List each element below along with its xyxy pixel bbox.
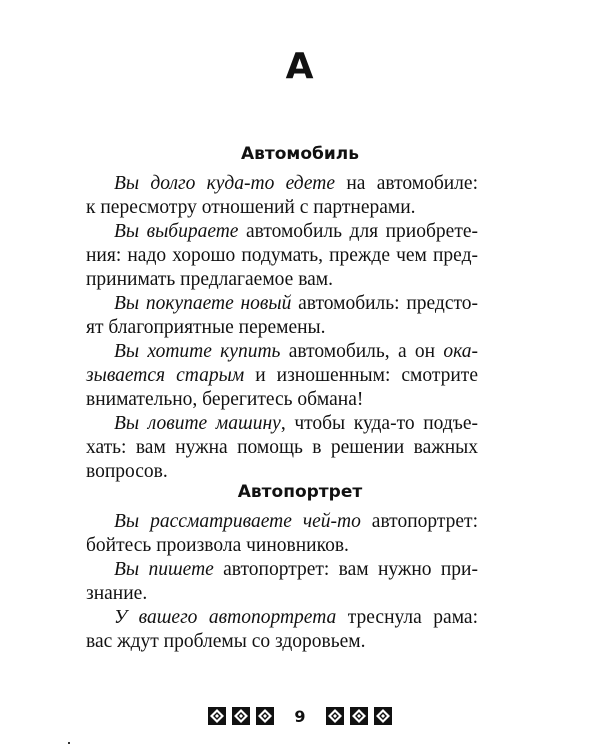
paragraph <box>86 606 478 654</box>
diamond-ornament-icon <box>208 707 226 725</box>
italic-phrase: ока- <box>443 341 479 362</box>
text-line <box>86 606 478 630</box>
italic-phrase: Вы ловите машину <box>114 413 281 434</box>
paragraph <box>86 220 478 292</box>
text-run: ния: надо хорошо подумать, прежде чем пред- <box>86 245 478 266</box>
print-speck <box>68 742 70 744</box>
text-line <box>86 172 478 196</box>
diamond-ornament-icon <box>326 707 344 725</box>
italic-phrase: Вы покупаете новый <box>114 293 292 314</box>
text-run: автомобиль для приобрете- <box>238 221 478 242</box>
entry-body-automobile <box>86 172 478 484</box>
italic-phrase: зывается старым <box>86 365 245 386</box>
text-run: автопортрет: вам нужно при- <box>213 559 478 580</box>
text-line <box>86 582 478 606</box>
italic-phrase: Вы долго куда-то едете <box>114 173 336 194</box>
text-line <box>86 220 478 244</box>
text-run: автопортрет: <box>360 511 478 532</box>
entry-body-self-portrait <box>86 510 478 654</box>
text-line <box>86 340 478 364</box>
text-line <box>86 460 478 484</box>
paragraph <box>86 172 478 220</box>
diamond-ornament-icon <box>350 707 368 725</box>
text-run: автомобиль: предсто- <box>291 293 478 314</box>
italic-phrase: Вы выбираете <box>114 221 239 242</box>
text-run: на автомобиле: <box>335 173 478 194</box>
italic-phrase: У вашего автопортрета <box>114 607 337 628</box>
paragraph <box>86 510 478 558</box>
text-line <box>86 244 478 268</box>
text-line <box>86 630 478 654</box>
text-run: к пересмотру отношений с партнерами. <box>86 197 416 218</box>
page-footer <box>0 706 600 726</box>
text-run: вас ждут проблемы со здоровьем. <box>86 631 366 652</box>
text-line <box>86 388 478 412</box>
text-run: автомобиль, а он <box>280 341 444 362</box>
text-run: , чтобы куда-то подъе- <box>280 413 478 434</box>
ornament-group-left <box>208 707 274 725</box>
text-line <box>86 436 478 460</box>
text-run: внимательно, берегитесь обмана! <box>86 389 364 410</box>
italic-phrase: Вы пишете <box>114 559 214 580</box>
text-line <box>86 292 478 316</box>
text-run: ят благоприятные перемены. <box>86 317 326 338</box>
text-line <box>86 316 478 340</box>
text-line <box>86 196 478 220</box>
paragraph <box>86 558 478 606</box>
text-run: и изношенным: смотрите <box>244 365 478 386</box>
text-line <box>86 364 478 388</box>
ornament-group-right <box>326 707 392 725</box>
section-letter: А <box>285 46 315 87</box>
italic-phrase: Вы рассматриваете чей-то <box>114 511 361 532</box>
text-run: бойтесь произвола чиновников. <box>86 535 349 556</box>
text-line <box>86 558 478 582</box>
text-run: принимать предлагаемое вам. <box>86 269 334 290</box>
text-line <box>86 510 478 534</box>
paragraph <box>86 340 478 412</box>
text-run: треснула рама: <box>336 607 478 628</box>
paragraph <box>86 412 478 484</box>
italic-phrase: Вы хотите купить <box>114 341 281 362</box>
text-line <box>86 268 478 292</box>
paragraph <box>86 292 478 340</box>
entry-title-automobile: Автомобиль <box>240 144 359 164</box>
entry-title-self-portrait: Автопортрет <box>237 482 363 502</box>
diamond-ornament-icon <box>256 707 274 725</box>
diamond-ornament-icon <box>232 707 250 725</box>
text-run: знание. <box>86 583 148 604</box>
diamond-ornament-icon <box>374 707 392 725</box>
page-number: 9 <box>294 706 306 726</box>
text-run: хать: вам нужна помощь в решении важных <box>86 437 478 458</box>
text-line <box>86 412 478 436</box>
text-line <box>86 534 478 558</box>
text-run: вопросов. <box>86 461 168 482</box>
